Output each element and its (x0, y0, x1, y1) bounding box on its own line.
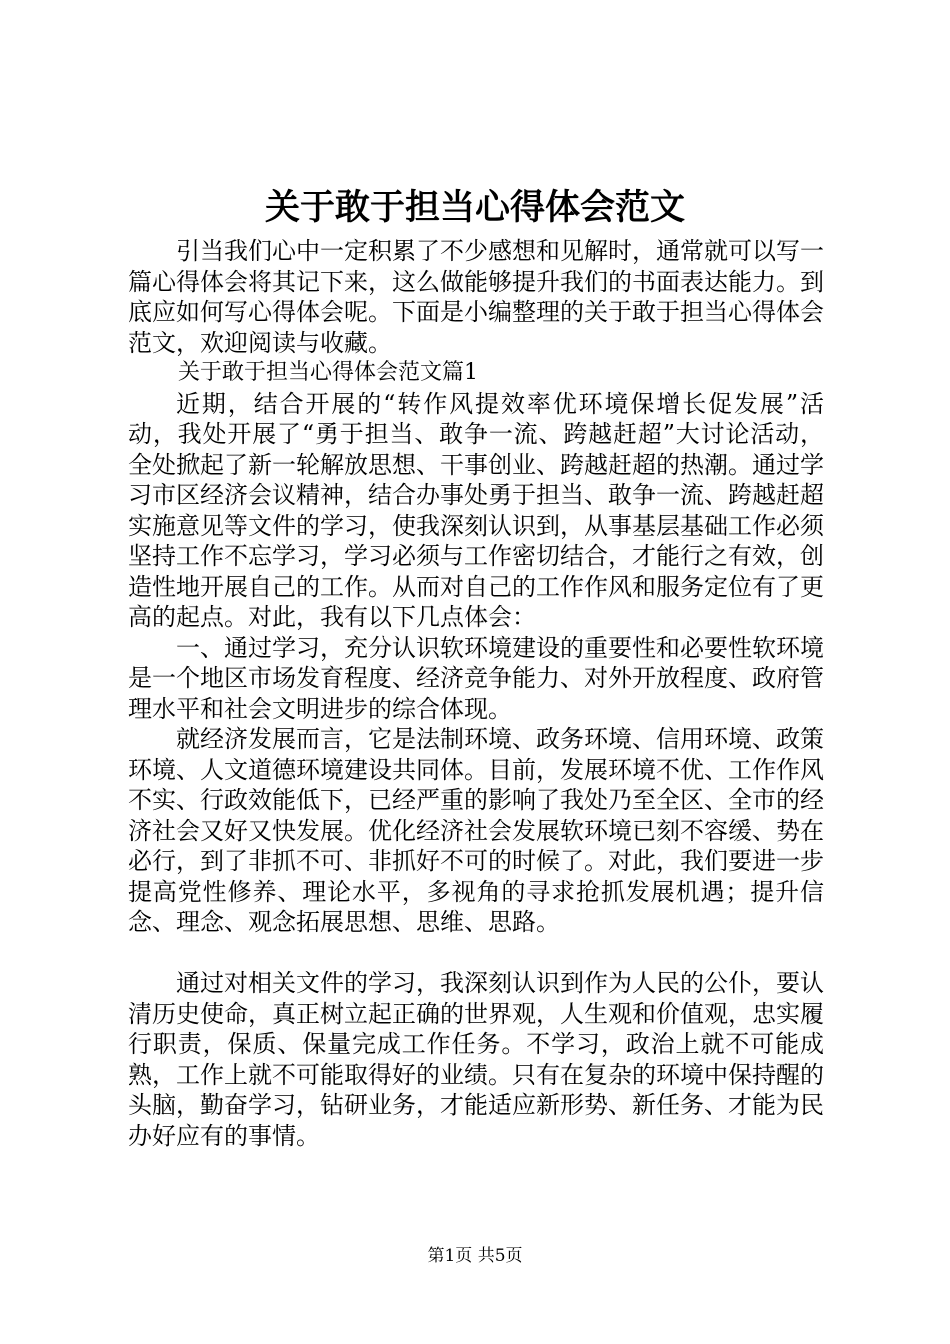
document-title: 关于敢于担当心得体会范文 (264, 187, 685, 228)
section-heading: 关于敢于担当心得体会范文篇1 (178, 360, 478, 385)
body-paragraph: 一、通过学习，充分认识软环境建设的重要性和必要性软环境是一个地区市场发育程度、经济竞争能力、对外开放程度、政府管理水平和社会文明进步的综合体现。 (128, 633, 824, 723)
body-paragraph: 近期，结合开展的“转作风提效率优环境保增长促发展”活动，我处开展了“勇于担当、敢争一流、跨越赶超”大讨论活动，全处掀起了新一轮解放思想、干事创业、跨越赶超的热潮。通过学习市区经济会议精神，结合办事处勇于担当、敢争一流、跨越赶超实施意见等文件的学习，使我深刻认识到，从事基层基础工作必须坚持工作不忘学习，学习必须与工作密切结合，才能行之有效，创造性地开展自己的工作。从而对自己的工作作风和服务定位有了更高的起点。对此，我有以下几点体会： (128, 389, 824, 631)
document-body (128, 236, 824, 1151)
paragraph-spacer (128, 938, 824, 969)
body-paragraph: 就经济发展而言，它是法制环境、政务环境、信用环境、政策环境、人文道德环境建设共同体。目前，发展环境不优、工作作风不实、行政效能低下，已经严重的影响了我处乃至全区、全市的经济社会又好又快发展。优化经济社会发展软环境已刻不容缓、势在必行，到了非抓不可、非抓好不可的时候了。对此，我们要进一步提高党性修养、理论水平，多视角的寻求抢抓发展机遇；提升信念、理念、观念拓展思想、思维、思路。 (128, 725, 824, 936)
intro-paragraph: 引当我们心中一定积累了不少感想和见解时，通常就可以写一篇心得体会将其记下来，这么做能够提升我们的书面表达能力。到底应如何写心得体会呢。下面是小编整理的关于敢于担当心得体会范文，欢迎阅读与收藏。 (128, 237, 824, 357)
body-paragraph: 通过对相关文件的学习，我深刻认识到作为人民的公仆，要认清历史使命，真正树立起正确的世界观，人生观和价值观，忠实履行职责，保质、保量完成工作任务。不学习，政治上就不可能成熟，工作上就不可能取得好的业绩。只有在复杂的环境中保持醒的头脑，勤奋学习，钻研业务，才能适应新形势、新任务、才能为民办好应有的事情。 (128, 969, 824, 1150)
page-number-footer: 第1页 共5页 (427, 1246, 523, 1266)
